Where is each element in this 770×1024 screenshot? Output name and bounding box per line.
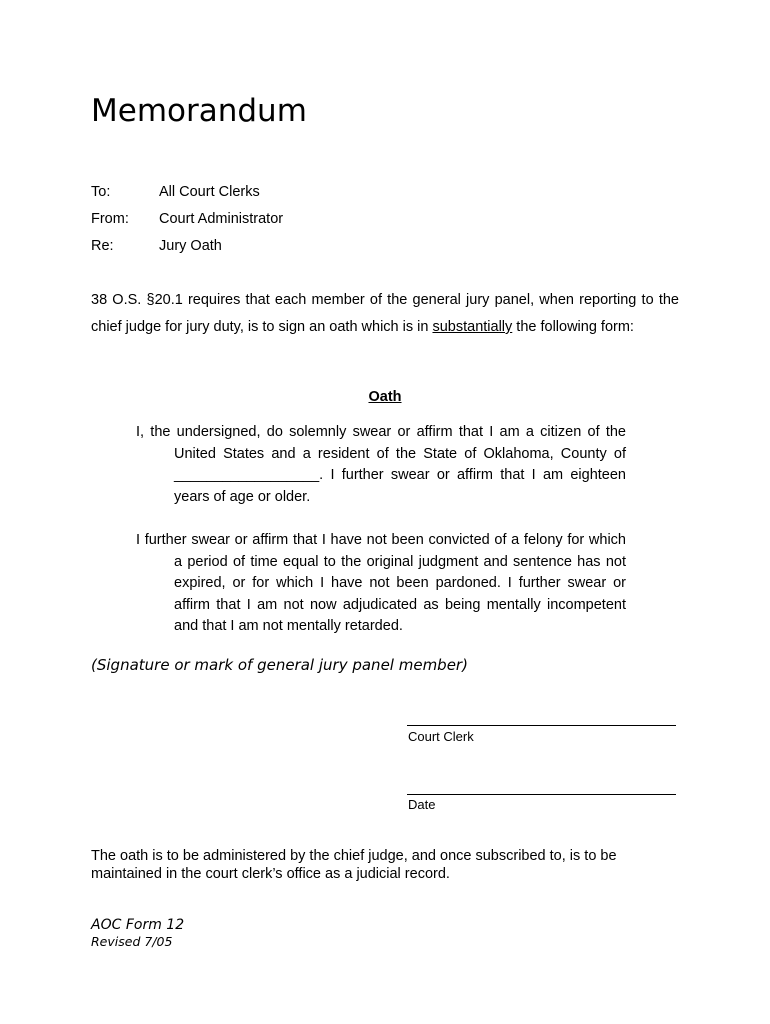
signature-caption: (Signature or mark of general jury panel member): [91, 656, 468, 674]
date-signature-line: [407, 794, 676, 795]
from-label: From:: [91, 211, 129, 227]
closing-paragraph: The oath is to be administered by the chief judge, and once subscribed to, is to be maintained in the court clerk’s office as a judicial record.: [91, 848, 617, 882]
form-id: AOC Form 12: [91, 917, 185, 933]
oath-paragraph-2: I further swear or affirm that I have not been convicted of a felony for which a period of time equal to the original judgment and sentence has not expired, or for which I have not been pardoned. I further swear or affirm that I am not now adjudicated as being mentally incompetent and that I am not mentally retarded.: [136, 532, 626, 634]
date-signature-label: Date: [408, 797, 436, 812]
intro-emphasis: substantially: [432, 319, 513, 335]
re-label: Re:: [91, 238, 114, 254]
to-value: All Court Clerks: [159, 184, 260, 200]
oath-paragraph-1: I, the undersigned, do solemnly swear or affirm that I am a citizen of the United States and a resident of the State of Oklahoma, County of __________________. I further swear or affirm that I am eighteen years of age or older.: [136, 424, 626, 505]
re-value: Jury Oath: [159, 238, 222, 254]
intro-paragraph: [91, 287, 679, 341]
intro-text-start: 38 O.S. §20.1 requires that each member of the general jury panel, when reporting to the chief judge for jury duty, is to sign an oath which is in: [91, 292, 679, 335]
clerk-signature-line: [407, 725, 676, 726]
form-revision: Revised 7/05: [91, 934, 173, 949]
clerk-signature-label: Court Clerk: [408, 729, 474, 744]
page-title: Memorandum: [91, 93, 307, 129]
intro-text-end: the following form:: [512, 319, 634, 335]
to-label: To:: [91, 184, 111, 200]
from-value: Court Administrator: [159, 211, 284, 227]
oath-heading: Oath: [368, 389, 402, 405]
